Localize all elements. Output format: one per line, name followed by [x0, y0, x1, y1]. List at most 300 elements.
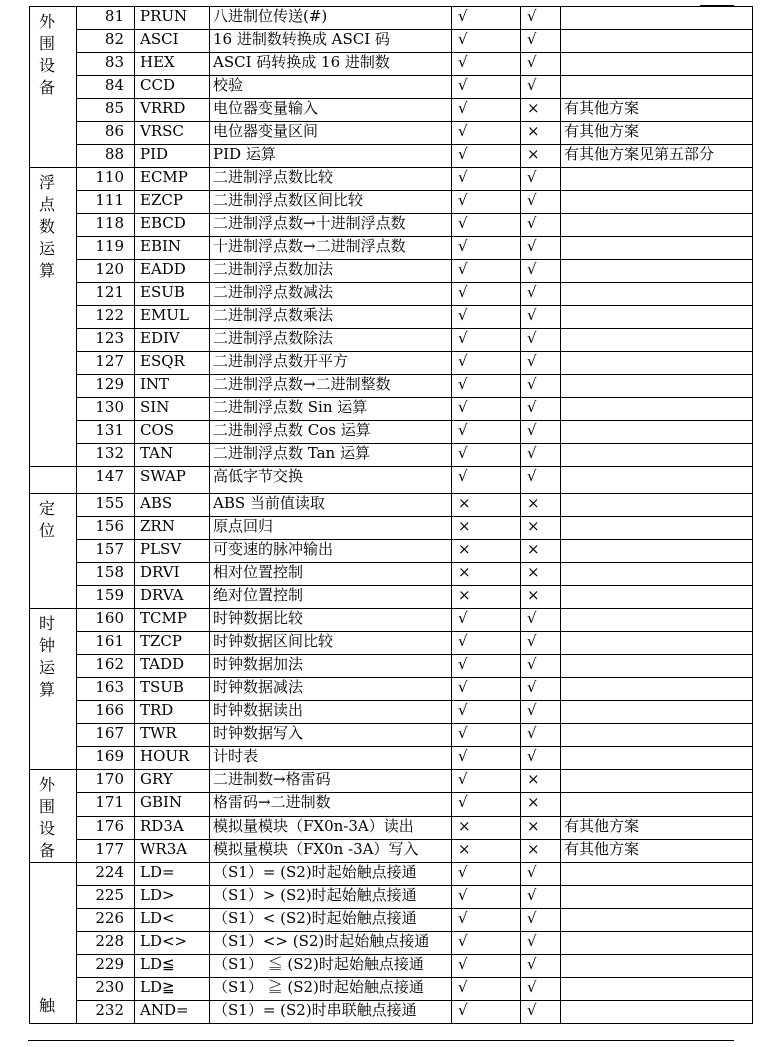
remark: [561, 678, 753, 701]
instruction-number: 166: [77, 701, 135, 724]
description: ASCI 码转换成 16 进制数: [210, 53, 452, 76]
support-mark-b: ×: [521, 839, 561, 862]
instruction-number: 86: [77, 122, 135, 145]
table-row: [30, 168, 753, 191]
support-mark-a: √: [452, 724, 521, 747]
instruction-number: 82: [77, 30, 135, 53]
support-mark-b: ×: [521, 517, 561, 540]
description: 二进制浮点数 Cos 运算: [210, 421, 452, 444]
description: 模拟量模块（FX0n-3A）读出: [210, 816, 452, 839]
support-mark-a: √: [452, 444, 521, 467]
table-row: [30, 632, 753, 655]
mnemonic: EDIV: [135, 329, 210, 352]
table-row: [30, 540, 753, 563]
remark: [561, 168, 753, 191]
support-mark-a: ×: [452, 816, 521, 839]
instruction-number: 132: [77, 444, 135, 467]
description: （S1） ≦ (S2)时起始触点接通: [210, 955, 452, 978]
description: 高低字节交换: [210, 467, 452, 494]
support-mark-a: √: [452, 932, 521, 955]
description: 时钟数据减法: [210, 678, 452, 701]
support-mark-a: √: [452, 398, 521, 421]
instruction-number: 157: [77, 540, 135, 563]
support-mark-a: √: [452, 609, 521, 632]
description: 时钟数据区间比较: [210, 632, 452, 655]
instruction-number: 159: [77, 586, 135, 609]
table-row: [30, 7, 753, 30]
table-row: [30, 421, 753, 444]
category-cell: [30, 863, 77, 1024]
mnemonic: VRRD: [135, 99, 210, 122]
support-mark-a: √: [452, 375, 521, 398]
mnemonic: TADD: [135, 655, 210, 678]
description: 二进制浮点数加法: [210, 260, 452, 283]
support-mark-b: √: [521, 1001, 561, 1024]
support-mark-b: √: [521, 978, 561, 1001]
category-cell: [30, 168, 77, 467]
mnemonic: LD>: [135, 886, 210, 909]
instruction-number: 176: [77, 816, 135, 839]
instruction-number: 230: [77, 978, 135, 1001]
instruction-number: 81: [77, 7, 135, 30]
support-mark-b: √: [521, 375, 561, 398]
description: 时钟数据加法: [210, 655, 452, 678]
category-label: 浮点数运算: [39, 173, 56, 280]
description: 时钟数据比较: [210, 609, 452, 632]
support-mark-b: √: [521, 168, 561, 191]
table-row: [30, 839, 753, 862]
mnemonic: EBIN: [135, 237, 210, 260]
instruction-number: 88: [77, 145, 135, 168]
support-mark-a: √: [452, 955, 521, 978]
mnemonic: PLSV: [135, 540, 210, 563]
table-row: [30, 586, 753, 609]
mnemonic: LD<>: [135, 932, 210, 955]
instruction-number: 119: [77, 237, 135, 260]
instruction-number: 161: [77, 632, 135, 655]
remark: 有其他方案: [561, 816, 753, 839]
instruction-number: 228: [77, 932, 135, 955]
description: ABS 当前值读取: [210, 494, 452, 517]
table-row: [30, 467, 753, 494]
support-mark-b: √: [521, 444, 561, 467]
support-mark-a: √: [452, 306, 521, 329]
support-mark-b: √: [521, 237, 561, 260]
support-mark-b: ×: [521, 122, 561, 145]
table-row: [30, 701, 753, 724]
remark: [561, 237, 753, 260]
table-row: [30, 283, 753, 306]
table-row: [30, 886, 753, 909]
instruction-number: 118: [77, 214, 135, 237]
support-mark-a: √: [452, 678, 521, 701]
support-mark-b: √: [521, 421, 561, 444]
mnemonic: DRVA: [135, 586, 210, 609]
table-row: [30, 978, 753, 1001]
table-row: [30, 494, 753, 517]
description: 可变速的脉冲输出: [210, 540, 452, 563]
mnemonic: TRD: [135, 701, 210, 724]
remark: [561, 398, 753, 421]
instruction-number: 163: [77, 678, 135, 701]
support-mark-b: √: [521, 329, 561, 352]
table-row: [30, 122, 753, 145]
table-row: [30, 444, 753, 467]
support-mark-b: ×: [521, 816, 561, 839]
support-mark-b: √: [521, 260, 561, 283]
support-mark-a: √: [452, 191, 521, 214]
mnemonic: GRY: [135, 770, 210, 793]
category-cell: [30, 467, 77, 494]
support-mark-a: √: [452, 886, 521, 909]
table-row: [30, 793, 753, 816]
support-mark-a: √: [452, 770, 521, 793]
remark: 有其他方案: [561, 122, 753, 145]
mnemonic: AND=: [135, 1001, 210, 1024]
remark: [561, 863, 753, 886]
support-mark-b: ×: [521, 494, 561, 517]
table-row: [30, 145, 753, 168]
description: 相对位置控制: [210, 563, 452, 586]
mnemonic: PID: [135, 145, 210, 168]
description: （S1）> (S2)时起始触点接通: [210, 886, 452, 909]
remark: [561, 540, 753, 563]
remark: [561, 793, 753, 816]
table-row: [30, 724, 753, 747]
support-mark-b: √: [521, 632, 561, 655]
table-row: [30, 816, 753, 839]
description: 格雷码→二进制数: [210, 793, 452, 816]
support-mark-a: √: [452, 329, 521, 352]
category-cell: [30, 770, 77, 863]
mnemonic: ABS: [135, 494, 210, 517]
support-mark-a: √: [452, 76, 521, 99]
support-mark-a: √: [452, 1001, 521, 1024]
instruction-table-body: [30, 7, 753, 1024]
support-mark-b: √: [521, 909, 561, 932]
description: 二进制数→格雷码: [210, 770, 452, 793]
mnemonic: LD≦: [135, 955, 210, 978]
instruction-number: 160: [77, 609, 135, 632]
description: 电位器变量输入: [210, 99, 452, 122]
description: （S1）< (S2)时起始触点接通: [210, 909, 452, 932]
category-label: 触: [39, 996, 56, 1015]
instruction-number: 123: [77, 329, 135, 352]
mnemonic: ASCI: [135, 30, 210, 53]
support-mark-a: √: [452, 7, 521, 30]
instruction-number: 232: [77, 1001, 135, 1024]
description: 时钟数据写入: [210, 724, 452, 747]
instruction-number: 129: [77, 375, 135, 398]
support-mark-b: √: [521, 214, 561, 237]
support-mark-a: ×: [452, 540, 521, 563]
remark: [561, 1001, 753, 1024]
description: （S1）<> (S2)时起始触点接通: [210, 932, 452, 955]
support-mark-a: √: [452, 655, 521, 678]
support-mark-b: √: [521, 306, 561, 329]
table-row: [30, 609, 753, 632]
description: 十进制浮点数→二进制浮点数: [210, 237, 452, 260]
remark: 有其他方案见第五部分: [561, 145, 753, 168]
support-mark-a: √: [452, 701, 521, 724]
remark: [561, 467, 753, 494]
category-label: 外围设备: [39, 775, 56, 860]
description: 模拟量模块（FX0n -3A）写入: [210, 839, 452, 862]
table-row: [30, 191, 753, 214]
description: 二进制浮点数 Tan 运算: [210, 444, 452, 467]
support-mark-b: ×: [521, 540, 561, 563]
description: 二进制浮点数比较: [210, 168, 452, 191]
mnemonic: PRUN: [135, 7, 210, 30]
remark: [561, 655, 753, 678]
mnemonic: GBIN: [135, 793, 210, 816]
remark: [561, 306, 753, 329]
description: （S1）= (S2)时起始触点接通: [210, 863, 452, 886]
instruction-number: 130: [77, 398, 135, 421]
table-row: [30, 863, 753, 886]
instruction-number: 155: [77, 494, 135, 517]
table-row: [30, 375, 753, 398]
instruction-number: 156: [77, 517, 135, 540]
description: 二进制浮点数开平方: [210, 352, 452, 375]
instruction-number: 147: [77, 467, 135, 494]
instruction-number: 122: [77, 306, 135, 329]
support-mark-a: √: [452, 632, 521, 655]
description: PID 运算: [210, 145, 452, 168]
category-label: 外围设备: [39, 12, 56, 97]
mnemonic: CCD: [135, 76, 210, 99]
support-mark-b: √: [521, 724, 561, 747]
remark: [561, 563, 753, 586]
support-mark-b: √: [521, 352, 561, 375]
description: 二进制浮点数减法: [210, 283, 452, 306]
remark: [561, 329, 753, 352]
support-mark-a: √: [452, 237, 521, 260]
mnemonic: ZRN: [135, 517, 210, 540]
support-mark-b: √: [521, 283, 561, 306]
instruction-number: 84: [77, 76, 135, 99]
remark: [561, 494, 753, 517]
remark: [561, 978, 753, 1001]
description: 时钟数据读出: [210, 701, 452, 724]
remark: [561, 955, 753, 978]
support-mark-a: ×: [452, 494, 521, 517]
support-mark-b: ×: [521, 563, 561, 586]
support-mark-b: √: [521, 863, 561, 886]
bottom-rule: [28, 1040, 734, 1041]
remark: [561, 214, 753, 237]
remark: [561, 260, 753, 283]
instruction-number: 83: [77, 53, 135, 76]
mnemonic: ECMP: [135, 168, 210, 191]
instruction-number: 111: [77, 191, 135, 214]
table-row: [30, 747, 753, 770]
category-label: 定位: [39, 499, 56, 540]
support-mark-a: √: [452, 30, 521, 53]
remark: [561, 932, 753, 955]
support-mark-b: √: [521, 678, 561, 701]
support-mark-b: √: [521, 955, 561, 978]
mnemonic: DRVI: [135, 563, 210, 586]
instruction-number: 85: [77, 99, 135, 122]
table-row: [30, 352, 753, 375]
instruction-number: 158: [77, 563, 135, 586]
support-mark-b: ×: [521, 586, 561, 609]
instruction-number: 171: [77, 793, 135, 816]
description: 原点回归: [210, 517, 452, 540]
instruction-number: 120: [77, 260, 135, 283]
remark: [561, 909, 753, 932]
mnemonic: TZCP: [135, 632, 210, 655]
mnemonic: TWR: [135, 724, 210, 747]
category-cell: [30, 609, 77, 770]
mnemonic: EMUL: [135, 306, 210, 329]
category-cell: [30, 7, 77, 168]
support-mark-a: √: [452, 352, 521, 375]
mnemonic: ESUB: [135, 283, 210, 306]
table-row: [30, 563, 753, 586]
mnemonic: TAN: [135, 444, 210, 467]
table-row: [30, 955, 753, 978]
support-mark-a: √: [452, 99, 521, 122]
mnemonic: TCMP: [135, 609, 210, 632]
table-row: [30, 517, 753, 540]
mnemonic: HOUR: [135, 747, 210, 770]
support-mark-b: √: [521, 398, 561, 421]
remark: [561, 375, 753, 398]
mnemonic: EBCD: [135, 214, 210, 237]
support-mark-b: √: [521, 655, 561, 678]
table-row: [30, 932, 753, 955]
instruction-number: 162: [77, 655, 135, 678]
description: 二进制浮点数乘法: [210, 306, 452, 329]
support-mark-a: √: [452, 260, 521, 283]
mnemonic: COS: [135, 421, 210, 444]
support-mark-b: ×: [521, 145, 561, 168]
mnemonic: RD3A: [135, 816, 210, 839]
instruction-table: [29, 6, 753, 1024]
table-row: [30, 306, 753, 329]
remark: [561, 352, 753, 375]
support-mark-b: √: [521, 7, 561, 30]
support-mark-a: √: [452, 168, 521, 191]
remark: [561, 76, 753, 99]
table-row: [30, 214, 753, 237]
support-mark-b: √: [521, 886, 561, 909]
support-mark-a: ×: [452, 586, 521, 609]
remark: 有其他方案: [561, 99, 753, 122]
description: 八进制位传送(#): [210, 7, 452, 30]
remark: [561, 444, 753, 467]
description: 绝对位置控制: [210, 586, 452, 609]
description: （S1）= (S2)时串联触点接通: [210, 1001, 452, 1024]
mnemonic: TSUB: [135, 678, 210, 701]
support-mark-a: √: [452, 909, 521, 932]
support-mark-b: √: [521, 932, 561, 955]
support-mark-a: √: [452, 978, 521, 1001]
remark: [561, 53, 753, 76]
table-row: [30, 1001, 753, 1024]
mnemonic: VRSC: [135, 122, 210, 145]
instruction-number: 229: [77, 955, 135, 978]
remark: [561, 7, 753, 30]
remark: [561, 747, 753, 770]
support-mark-b: √: [521, 747, 561, 770]
remark: [561, 701, 753, 724]
support-mark-b: ×: [521, 793, 561, 816]
instruction-number: 224: [77, 863, 135, 886]
category-label: 时钟运算: [39, 614, 56, 699]
support-mark-a: √: [452, 421, 521, 444]
table-row: [30, 53, 753, 76]
remark: [561, 886, 753, 909]
instruction-number: 225: [77, 886, 135, 909]
support-mark-a: √: [452, 145, 521, 168]
table-row: [30, 329, 753, 352]
instruction-number: 177: [77, 839, 135, 862]
support-mark-a: √: [452, 793, 521, 816]
support-mark-a: √: [452, 53, 521, 76]
mnemonic: HEX: [135, 53, 210, 76]
instruction-number: 170: [77, 770, 135, 793]
remark: 有其他方案: [561, 839, 753, 862]
remark: [561, 191, 753, 214]
remark: [561, 632, 753, 655]
mnemonic: EZCP: [135, 191, 210, 214]
mnemonic: SWAP: [135, 467, 210, 494]
description: （S1） ≧ (S2)时起始触点接通: [210, 978, 452, 1001]
mnemonic: SIN: [135, 398, 210, 421]
description: 二进制浮点数区间比较: [210, 191, 452, 214]
support-mark-a: √: [452, 863, 521, 886]
instruction-number: 121: [77, 283, 135, 306]
description: 二进制浮点数除法: [210, 329, 452, 352]
mnemonic: WR3A: [135, 839, 210, 862]
remark: [561, 609, 753, 632]
remark: [561, 421, 753, 444]
table-row: [30, 30, 753, 53]
instruction-number: 131: [77, 421, 135, 444]
description: 二进制浮点数→二进制整数: [210, 375, 452, 398]
remark: [561, 586, 753, 609]
table-row: [30, 76, 753, 99]
description: 电位器变量区间: [210, 122, 452, 145]
support-mark-b: √: [521, 53, 561, 76]
instruction-number: 226: [77, 909, 135, 932]
description: 校验: [210, 76, 452, 99]
table-row: [30, 655, 753, 678]
table-row: [30, 398, 753, 421]
support-mark-a: ×: [452, 563, 521, 586]
support-mark-a: √: [452, 467, 521, 494]
instruction-number: 167: [77, 724, 135, 747]
description: 16 进制数转换成 ASCI 码: [210, 30, 452, 53]
table-row: [30, 260, 753, 283]
description: 二进制浮点数→十进制浮点数: [210, 214, 452, 237]
table-row: [30, 770, 753, 793]
remark: [561, 724, 753, 747]
support-mark-b: √: [521, 609, 561, 632]
instruction-number: 169: [77, 747, 135, 770]
table-row: [30, 909, 753, 932]
remark: [561, 30, 753, 53]
table-row: [30, 99, 753, 122]
instruction-number: 110: [77, 168, 135, 191]
description: 计时表: [210, 747, 452, 770]
category-cell: [30, 494, 77, 609]
support-mark-b: √: [521, 76, 561, 99]
mnemonic: INT: [135, 375, 210, 398]
